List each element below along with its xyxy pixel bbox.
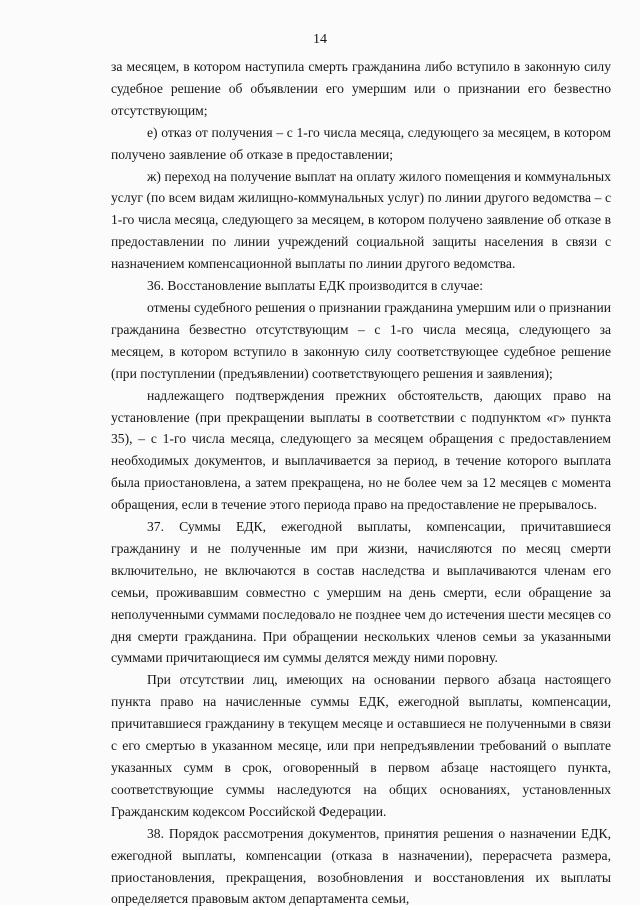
paragraph-38: 38. Порядок рассмотрения документов, принятия решения о назначении ЕДК, ежегодной выплаты, компенсации (отказа в назначении), перерасчета размера, приостановления, прекращения, возобновления и восстановления их выплаты определяется правовым актом департамента семьи, xyxy=(111,825,611,907)
paragraph-36-heading: 36. Восстановление выплаты ЕДК производится в случае: xyxy=(147,278,484,294)
paragraph-item-e: е) отказ от получения – с 1-го числа месяца, следующего за месяцем, в котором получено заявление об отказе в предоставлении; xyxy=(111,124,611,162)
paragraph-36-case-court: отмены судебного решения о признании гражданина умершим или о признании гражданина безвестно отсутствующим – с 1-го числа месяца, следующего за месяцем, в котором вступило в законную силу соответствующее судебное решение (при поступлении (предъявлении) соответствующего решения и заявления); xyxy=(111,299,611,381)
paragraph-36-case-confirmation: надлежащего подтверждения прежних обстоятельств, дающих право на установление (при прекращении выплаты в соответствии с подпунктом «г» пункта 35), – с 1-го числа месяца, следующего за месяцем обращения с предоставлением необходимых документов, и выплачивается за период, в течение которого выплата была приостановлена, а затем прекращена, но не более чем за 12 месяцев с момента обращения, если в течение этого периода право на предоставление не прерывалось. xyxy=(111,387,611,513)
paragraph-item-zh: ж) переход на получение выплат на оплату жилого помещения и коммунальных услуг (по всем видам жилищно-коммунальных услуг) по линии другого ведомства – с 1-го числа месяца, следующего за месяцем, в котором получено заявление об отказе в предоставлении по линии учреждений социальной защиты населения в связи с назначением компенсационной выплаты по линии другого ведомства. xyxy=(111,168,611,272)
paragraph-37-second: При отсутствии лиц, имеющих на основании первого абзаца настоящего пункта право на начисленные суммы ЕДК, ежегодной выплаты, компенсации, причитавшиеся гражданину в текущем месяце и оставшиеся не полученными в связи с его смертью в указанном месяце, или при непредъявлении требований о выплате указанных сумм в срок, оговоренный в первом абзаце настоящего пункта, соответствующие суммы наследуются на общих основаниях, установленных Гражданским кодексом Российской Федерации. xyxy=(111,672,611,819)
page-number: 14 xyxy=(313,32,327,47)
page-body xyxy=(111,56,611,910)
paragraph-37: 37. Суммы ЕДК, ежегодной выплаты, компенсации, причитавшиеся гражданину и не полученные им при жизни, начисляются по месяц смерти включительно, не включаются в состав наследства и выплачиваются членам его семьи, проживавшим совместно с умершим на день смерти, если обращение за неполученными суммами последовало не позднее чем до истечения шести месяцев со дня смерти гражданина. При обращении нескольких членов семьи за указанными суммами причитающиеся им суммы делятся между ними поровну. xyxy=(111,519,611,666)
paragraph-continuation: за месяцем, в котором наступила смерть гражданина либо вступило в законную силу судебное решение об объявлении его умершим или о признании его безвестно отсутствующим; xyxy=(111,59,611,118)
